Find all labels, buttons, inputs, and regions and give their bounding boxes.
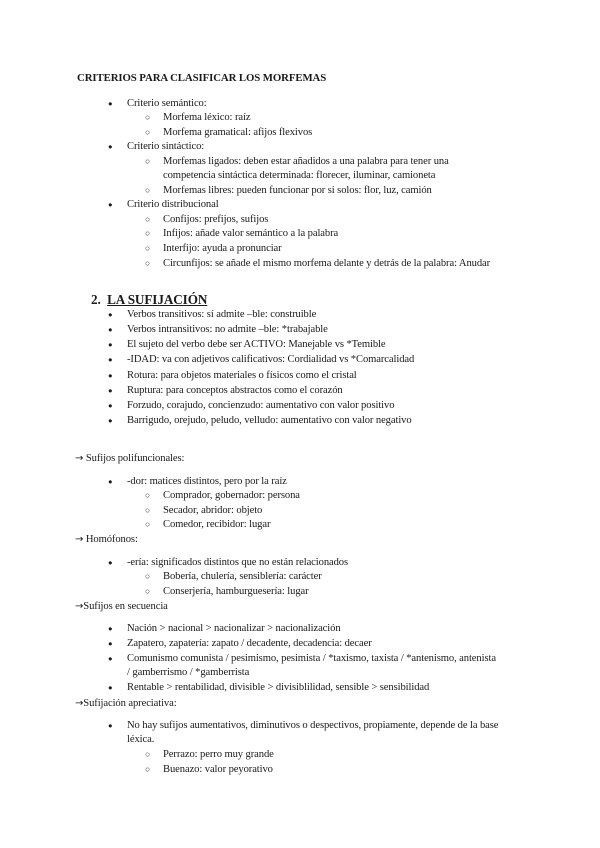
list-item: ○ Comedor, recibidor: lugar [163, 518, 270, 531]
section-heading [91, 292, 207, 308]
list-item: ○ Morfemas ligados: deben estar añadidos a una palabra para tener una [163, 155, 449, 168]
list-item: ● -IDAD: va con adjetivos calificativos: Cordialidad vs *Comarcalidad [127, 353, 414, 366]
list-item: ● Rotura: para objetos materiales o físicos como el cristal [127, 369, 357, 382]
list-item: ○ Morfemas libres: pueden funcionar por si solos: flor, luz, camión [163, 184, 432, 197]
list-item-continuation: / gamberrismo / *gamberrista [127, 667, 250, 678]
section-number: 2. [91, 292, 101, 307]
criterion-syntactic: ● Criterio sintáctico: [127, 140, 204, 153]
criterion-distributional: ● Criterio distribucional [127, 198, 219, 211]
list-item: ○ Infijos: añade valor semántico a la palabra [163, 227, 338, 240]
list-item: ○ Interfijo: ayuda a pronunciar [163, 242, 282, 255]
list-item: ○ Comprador, gobernador: persona [163, 489, 300, 502]
list-item: ● -ería: significados distintos que no están relacionados [127, 556, 348, 569]
list-item: ○ Bobería, chulería, sensiblería: carácter [163, 570, 322, 583]
subsection-heading: → Sufijos polifuncionales: [75, 453, 185, 464]
list-item: ○ Perrazo: perro muy grande [163, 748, 274, 761]
arrow-right-icon: → [75, 601, 84, 612]
arrow-right-icon: → [75, 534, 84, 545]
list-item: ● Ruptura: para conceptos abstractos como el corazón [127, 384, 343, 397]
list-item: ○ Morfema gramatical: afijos flexivos [163, 126, 312, 139]
list-item: ● Rentable > rentabilidad, divisible > divisiblilidad, sensible > sensibilidad [127, 681, 429, 694]
list-item: ● Forzudo, corajudo, concienzudo: aumentativo con valor positivo [127, 399, 394, 412]
list-item: ● No hay sufijos aumentativos, diminutivos o despectivos, propiamente, depende de la base [127, 719, 498, 732]
list-item: ● Comunismo comunista / pesimismo, pesimista / *taxismo, taxista / *antenismo, antenista [127, 652, 496, 665]
list-item: ● El sujeto del verbo debe ser ACTIVO: Manejable vs *Temible [127, 338, 386, 351]
list-item: ○ Morfema léxico: raíz [163, 111, 250, 124]
subsection-heading: →Sufijos en secuencia [75, 601, 168, 612]
subsection-heading: → Homófonos: [75, 534, 138, 545]
list-item: ● -dor: matices distintos, pero por la raíz [127, 475, 287, 488]
list-item: ● Nación > nacional > nacionalizar > nacionalización [127, 622, 341, 635]
list-item: ● Zapatero, zapatería: zapato / decadente, decadencia: decaer [127, 637, 372, 650]
list-item: ○ Secador, abridor: objeto [163, 504, 262, 517]
list-item-continuation: competencia sintáctica determinada: florecer, iluminar, camioneta [163, 170, 436, 181]
list-item: ● Verbos intransitivos: no admite –ble: *trabajable [127, 323, 328, 336]
list-item: ○ Circunfijos: se añade el mismo morfema delante y detrás de la palabra: Anudar [163, 257, 490, 270]
arrow-right-icon: → [75, 453, 84, 464]
section-title: LA SUFIJACIÓN [107, 292, 208, 307]
subsection-heading: →Sufijación apreciativa: [75, 698, 177, 709]
list-item: ○ Confijos: prefijos, sufijos [163, 213, 268, 226]
page-title: CRITERIOS PARA CLASIFICAR LOS MORFEMAS [77, 72, 327, 84]
list-item-continuation: léxica. [127, 734, 155, 745]
list-item: ● Barrigudo, orejudo, peludo, velludo: aumentativo con valor negativo [127, 414, 412, 427]
list-item: ● Verbos transitivos: sí admite –ble: construible [127, 308, 316, 321]
list-item: ○ Buenazo: valor peyorativo [163, 763, 273, 776]
arrow-right-icon: → [75, 698, 84, 709]
criterion-semantic: ● Criterio semántico: [127, 97, 207, 110]
list-item: ○ Conserjería, hamburguesería: lugar [163, 585, 309, 598]
